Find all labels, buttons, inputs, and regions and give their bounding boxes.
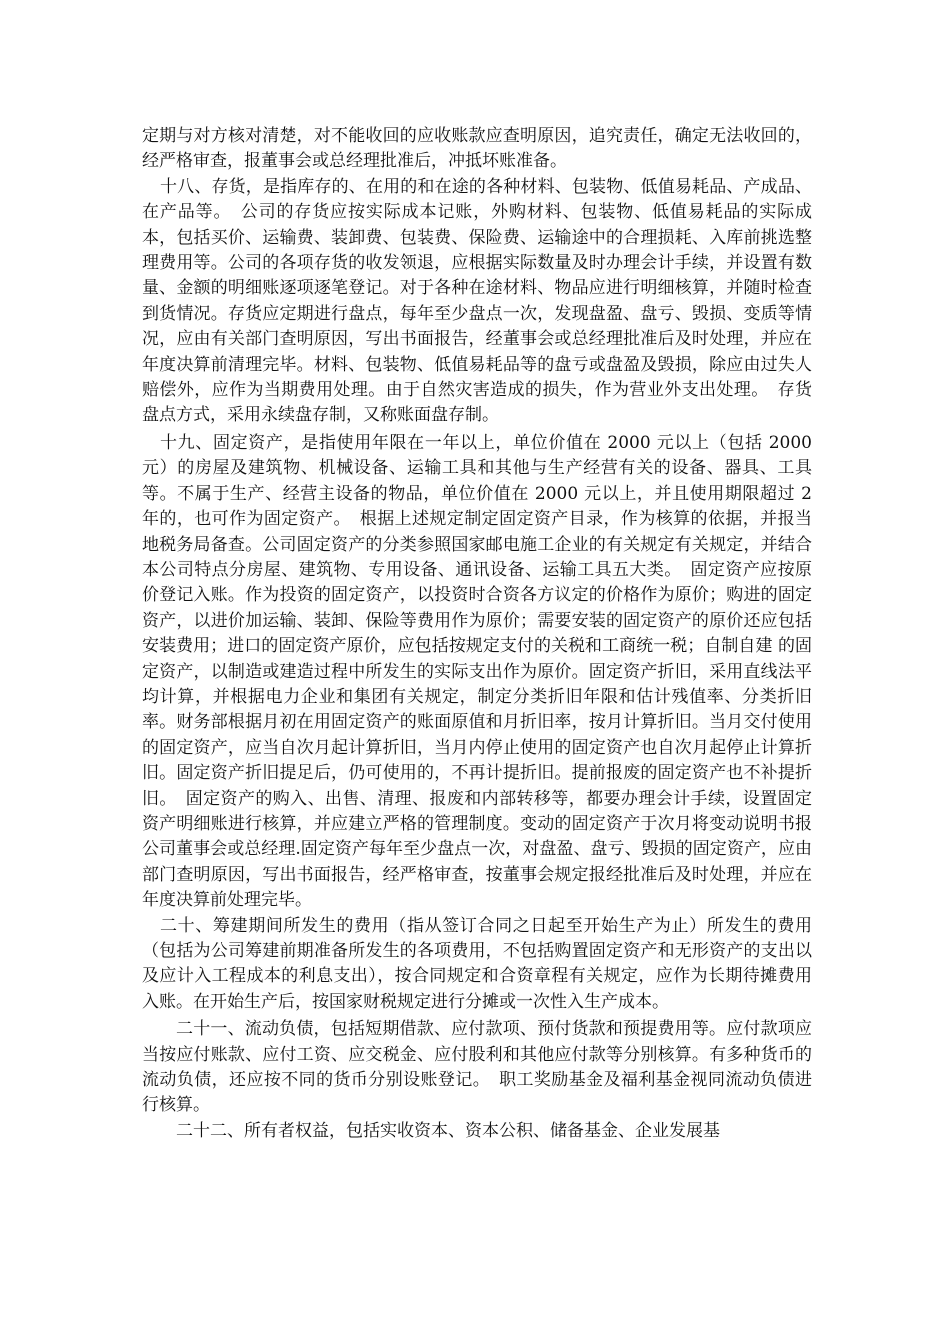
paragraph-owners-equity: 二十二、所有者权益，包括实收资本、资本公积、储备基金、企业发展基 (176, 1120, 720, 1141)
document-page (142, 124, 812, 1144)
paragraph-preparation-expenses: 二十、筹建期间所发生的费用（指从签订合同之日起至开始生产为止）所发生的费用（包括为公司筹建前期准备所发生的各项费用，不包括购置固定资产和无形资产的支出以及应计入工程成本的利息支出），按合同规定和合资章程有关规定，应作为长期待摊费用入账。在开始生产后，按国家财税规定进行分摊或一次性入生产成本。 (142, 915, 812, 1012)
paragraph-current-liabilities: 二十一、流动负债，包括短期借款、应付款项、预付货款和预提费用等。应付款项应当按应付账款、应付工资、应交税金、应付股利和其他应付款等分别核算。有多种货币的流动负债，还应按不同的货币分别设账登记。 职工奖励基金及福利基金视同流动负债进行核算。 (142, 1019, 812, 1116)
paragraph-inventory: 十八、存货，是指库存的、在用的和在途的各种材料、包装物、低值易耗品、产成品、在产品等。 公司的存货应按实际成本记账，外购材料、包装物、低值易耗品的实际成本，包括买价、运输费、装卸费、包装费、保险费、运输途中的合理损耗、入库前挑选整理费用等。公司的各项存货的收发领退，应根据实际数量及时办理会计手续，并设置有数量、金额的明细账逐项逐笔登记。对于各种在途材料、物品应进行明细核算，并随时检查到货情况。存货应定期进行盘点，每年至少盘点一次，发现盘盈、盘亏、毁损、变质等情况，应由有关部门查明原因，写出书面报告，经董事会或总经理批准后及时处理，并应在年度决算前清理完毕。材料、包装物、低值易耗品等的盘亏或盘盈及毁损，除应由过失人赔偿外，应作为当期费用处理。由于自然灾害造成的损失，作为营业外支出处理。 存货盘点方式，采用永续盘存制，又称账面盘存制。 (142, 176, 812, 426)
paragraph-fixed-assets: 十九、固定资产，是指使用年限在一年以上，单位价值在 2000 元以上（包括 2000 元）的房屋及建筑物、机械设备、运输工具和其他与生产经营有关的设备、器具、工具等。不属于生产、经营主设备的物品，单位价值在 2000 元以上，并且使用期限超过 2 年的，也可作为固定资产。 根据上述规定制定固定资产目录，作为核算的依据，并报当地税务局备查。公司固定资产的分类参照国家邮电施工企业的有关规定有关规定，并结合本公司特点分房屋、建筑物、专用设备、通讯设备、运输工具五大类。 固定资产应按原价登记入账。作为投资的固定资产，以投资时合资各方议定的价格作为原价；购进的固定资产，以进价加运输、装卸、保险等费用作为原价；需要安装的固定资产的原价还应包括安装费用；进口的固定资产原价，应包括按规定支付的关税和工商统一税；自制自建 的固定资产，以制造或建造过程中所发生的实际支出作为原价。固定资产折旧，采用直线法平均计算，并根据电力企业和集团有关规定，制定分类折旧年限和估计残值率、分类折旧率。财务部根据月初在用固定资产的账面原值和月折旧率，按月计算折旧。当月交付使用的固定资产，应当自次月起计算折旧，当月内停止使用的固定资产也自次月起停止计算折旧。固定资产折旧提足后，仍可使用的，不再计提折旧。提前报废的固定资产也不补提折旧。 固定资产的购入、出售、清理、报废和内部转移等，都要办理会计手续，设置固定资产明细账进行核算，并应建立严格的管理制度。变动的固定资产于次月将变动说明书报公司董事会或总经理.固定资产每年至少盘点一次，对盘盈、盘亏、毁损的固定资产，应由部门查明原因，写出书面报告，经严格审查，按董事会规定报经批准后及时处理，并应在年度决算前处理完毕。 (142, 432, 812, 911)
paragraph-receivables-continuation: 定期与对方核对清楚，对不能收回的应收账款应查明原因，追究责任，确定无法收回的，经严格审查，报董事会或总经理批准后，冲抵坏账准备。 (142, 126, 812, 172)
